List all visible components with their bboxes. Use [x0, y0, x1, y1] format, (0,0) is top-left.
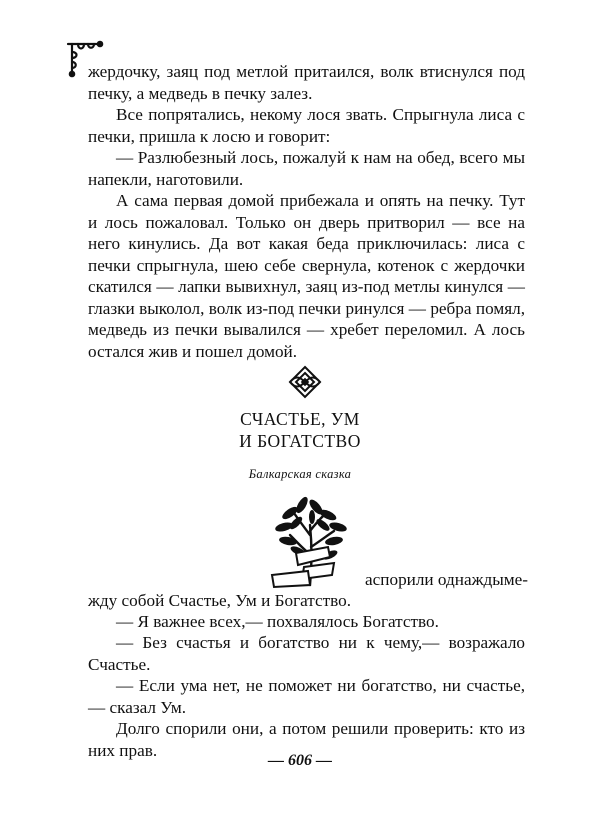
paragraph: жердочку, заяц под метлой притаился, волк втиснулся под печку, а медведь в печку залез. — [88, 62, 525, 103]
story-title-line-1: СЧАСТЬЕ, УМ — [240, 409, 360, 429]
paragraph: жду собой Счастье, Ум и Богатство. — [88, 591, 352, 610]
paragraph: — Я важнее всех,— похвалялось Богатство. — [116, 612, 439, 631]
dropcap-tree-illustration — [268, 495, 358, 590]
divider-ornament-icon — [288, 365, 322, 399]
dropcap-line: аспорили однаждыме- — [365, 570, 528, 589]
paragraph: — Без счастья и богатство ни к чему,— возражало Счастье. — [88, 633, 525, 674]
story-subtitle: Балкарская сказка — [248, 467, 352, 481]
paragraph: — Если ума нет, не поможет ни богатство, ни счастье,— сказал Ум. — [88, 676, 525, 717]
paragraph: А сама первая домой прибежала и опять на печку. Тут и лось пожаловал. Только он дверь притворил — все на него кинулись. Да вот какая беда приключилась: лиса с печки спрыгнула, шею себе свернула, котенок с жердочки скатился — лапки вывихнул, заяц из-под метлы кинулся — глазки выколол, волк из-под печки ринулся — ребра помял, медведь из печки вывалился — хребет переломил. А лось остался жив и пошел домой. — [88, 191, 525, 361]
page-number: — 606 — — [268, 752, 332, 769]
paragraph: Долго спорили они, а потом решили проверить: кто из них прав. — [88, 719, 525, 760]
paragraph: Все попрятались, некому лося звать. Спрыгнула лиса с печки, пришла к лосю и говорит: — [88, 105, 525, 146]
paragraph: — Разлюбезный лось, пожалуй к нам на обед, всего мы напекли, наготовили. — [88, 148, 525, 189]
story-title-line-2: И БОГАТСТВО — [239, 431, 361, 451]
